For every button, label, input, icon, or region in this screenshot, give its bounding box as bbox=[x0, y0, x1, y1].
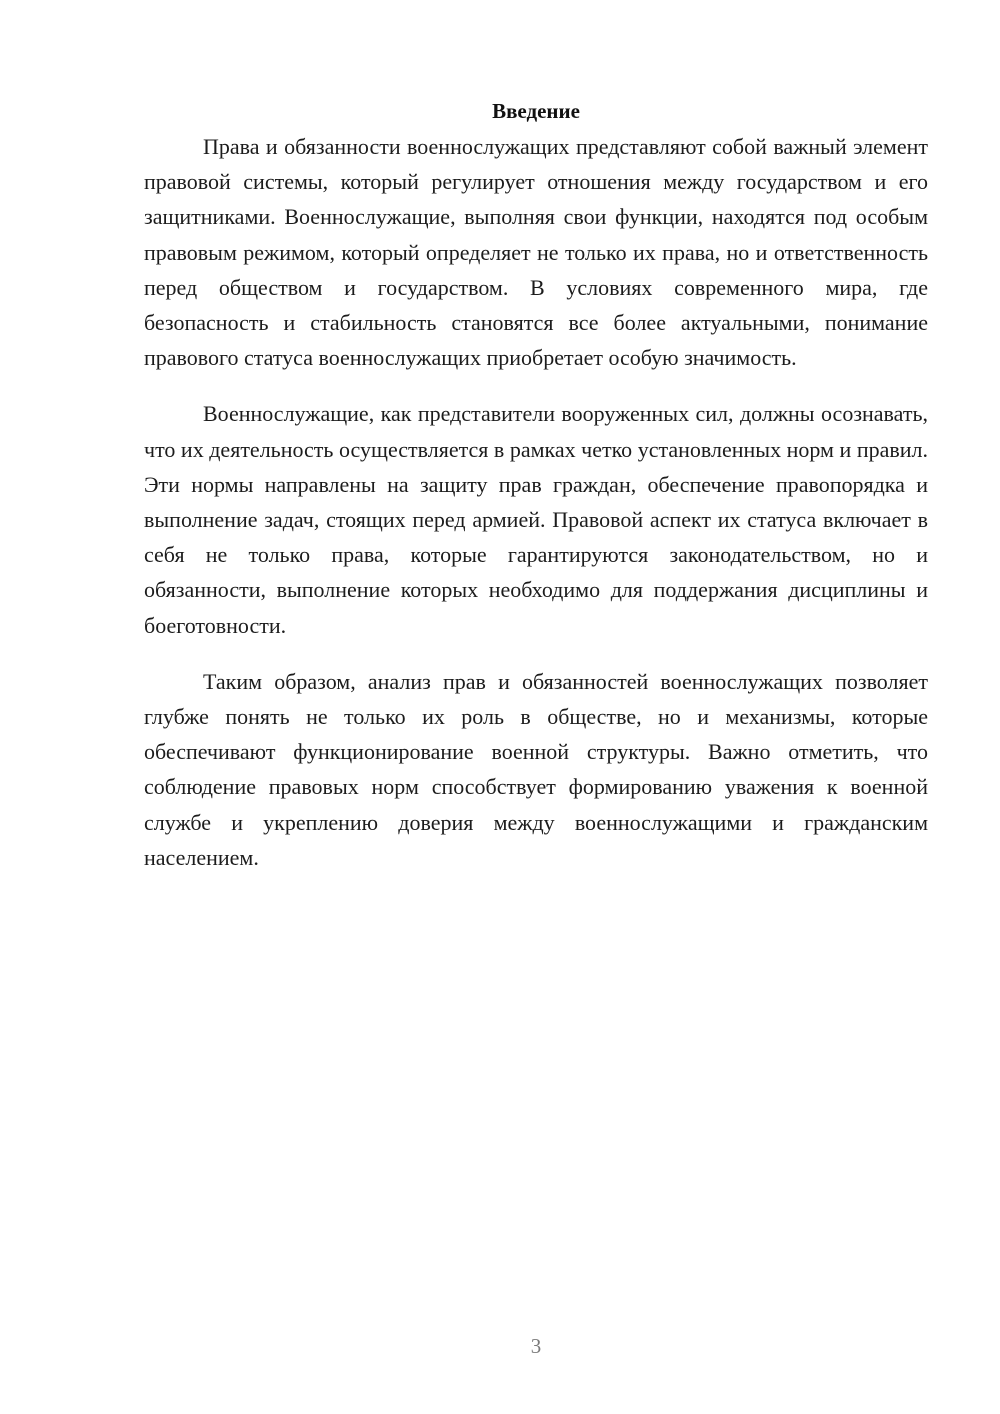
page-content bbox=[144, 94, 928, 875]
paragraph-1: Права и обязанности военнослужащих представляют собой важный элемент правовой системы, который регулирует отношения между государством и его защитниками. Военнослужащие, выполняя свои функции, находятся под особым правовым режимом, который определяет не только их права, но и ответственность перед обществом и государством. В условиях современного мира, где безопасность и стабильность становятся все более актуальными, понимание правового статуса военнослужащих приобретает особую значимость. bbox=[144, 134, 928, 371]
paragraph-3: Таким образом, анализ прав и обязанностей военнослужащих позволяет глубже понять не только их роль в обществе, но и механизмы, которые обеспечивают функционирование военной структуры. Важно отметить, что соблюдение правовых норм способствует формированию уважения к военной службе и укреплению доверия между военнослужащими и гражданским населением. bbox=[144, 668, 928, 870]
paragraph-2: Военнослужащие, как представители вооруженных сил, должны осознавать, что их деятельность осуществляется в рамках четко установленных норм и правил. Эти нормы направлены на защиту прав граждан, обеспечение правопорядка и выполнение задач, стоящих перед армией. Правовой аспект их статуса включает в себя не только права, которые гарантируются законодательством, но и обязанности, выполнение которых необходимо для поддержания дисциплины и боеготовности. bbox=[144, 401, 928, 638]
page-number: 3 bbox=[530, 1334, 542, 1358]
section-heading: Введение bbox=[492, 99, 580, 123]
